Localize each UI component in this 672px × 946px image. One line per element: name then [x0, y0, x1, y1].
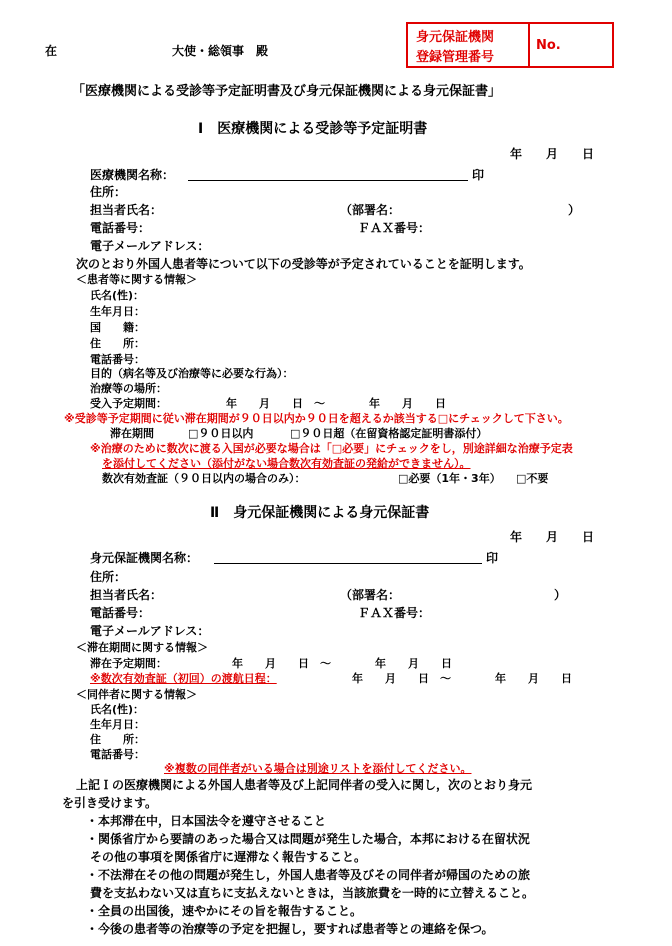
stay-period-planned-label: 滞在予定期間：	[90, 657, 167, 670]
guarantee-statement-1: 上記Ｉの医療機関による外国人患者等及び上記同伴者の受入に関し，次のとおり身元	[76, 778, 533, 792]
reg-number: No.	[536, 38, 561, 53]
patient-nationality: 国 籍：	[90, 321, 145, 334]
multiple-companions-note: ※複数の同伴者がいる場合は別途リストを添付してください。	[164, 762, 472, 775]
companion-heading: ＜同伴者に関する情報＞	[76, 688, 197, 701]
guarantor-phone: 電話番号：	[90, 606, 151, 620]
dept-label: （部署名：	[340, 203, 401, 217]
certification-statement: 次のとおり外国人患者等について以下の受診等が予定されていることを証明します。	[76, 257, 531, 271]
guarantee-item: ・本邦滞在中，日本国法令を遵守させること	[86, 814, 327, 828]
stay-period-planned-dates: 年 月 日 ～ 年 月 日	[232, 657, 452, 670]
companion-phone: 電話番号：	[90, 748, 145, 761]
travel-schedule-dates: 年 月 日 ～ 年 月 日	[352, 672, 572, 685]
guarantee-item: ・関係省庁から要請のあった場合又は問題が発生した場合，本邦における在留状況	[86, 832, 530, 846]
guarantee-statement-2: を引き受けます。	[62, 796, 158, 810]
header-ambassador: 大使・総領事 殿	[172, 44, 269, 58]
treatment-place: 治療等の場所：	[90, 382, 167, 395]
guarantee-item: ・今後の患者等の治療等の予定を把握し，要すれば患者等との連絡を保つ。	[86, 922, 494, 936]
guarantor-seal: 印	[486, 551, 499, 565]
address-label: 住所：	[90, 185, 127, 199]
section2-title: Ⅱ 身元保証機関による身元保証書	[210, 505, 430, 521]
reg-label-2: 登録管理番号	[416, 50, 495, 65]
medical-institution-line[interactable]	[188, 180, 468, 181]
treatment-purpose: 目的（病名等及び治療等に必要な行為）：	[90, 367, 294, 380]
medical-institution-label: 医療機関名称：	[90, 168, 175, 182]
phone-label: 電話番号：	[90, 221, 151, 235]
multi-visa-label: 数次有効査証（９０日以内の場合のみ）：	[102, 472, 306, 485]
guarantor-address: 住所：	[90, 570, 127, 584]
guarantor-person: 担当者氏名：	[90, 588, 163, 602]
patient-info-heading: ＜患者等に関する情報＞	[76, 273, 197, 286]
guarantee-item: ・不法滞在その他の問題が発生し，外国人患者等及びその同伴者が帰国のための旅	[86, 868, 531, 882]
multi-visa-need-checkbox[interactable]: □必要（1年・3年）	[398, 472, 501, 485]
section1-title: Ⅰ 医療機関による受診等予定証明書	[198, 121, 428, 137]
guarantee-item: ・全員の出国後，速やかにその旨を報告すること。	[86, 904, 363, 918]
registration-box	[406, 22, 614, 68]
guarantor-name-label: 身元保証機関名称：	[90, 551, 199, 565]
stay-info-heading: ＜滞在期間に関する情報＞	[76, 641, 208, 654]
companion-dob: 生年月日：	[90, 718, 145, 731]
email-label: 電子メールアドレス：	[90, 239, 210, 253]
patient-phone: 電話番号：	[90, 353, 145, 366]
multi-entry-note-2: を添付してください（添付がない場合数次有効査証の発給ができません）。	[102, 457, 471, 470]
person-label: 担当者氏名：	[90, 203, 163, 217]
seal-mark: 印	[472, 168, 485, 182]
dept-close: ）	[568, 203, 581, 217]
guarantor-name-line[interactable]	[214, 563, 482, 564]
guarantee-item: その他の事項を関係省庁に遅滞なく報告すること。	[90, 850, 367, 864]
multi-entry-note-1: ※治療のために数次に渡る入国が必要な場合は「□必要」にチェックをし，別途詳細な治療予定表	[90, 442, 573, 455]
document-title: 「医療機関による受診等予定証明書及び身元保証機関による身元保証書」	[72, 84, 502, 99]
reg-label-1: 身元保証機関	[416, 30, 495, 45]
patient-residence: 住 所：	[90, 337, 145, 350]
travel-schedule-label: ※数次有効査証（初回）の渡航日程：	[90, 672, 277, 685]
companion-surname: 氏名(性)：	[90, 703, 145, 716]
section2-date: 年 月 日	[510, 530, 595, 544]
header-zai: 在	[45, 44, 58, 58]
stay-period-label: 滞在期間	[110, 427, 154, 440]
multi-visa-no-need-checkbox[interactable]: □不要	[516, 472, 549, 485]
period-dates: 年 月 日 ～ 年 月 日	[226, 397, 446, 410]
patient-dob: 生年月日：	[90, 305, 145, 318]
guarantee-item: 費を支払わない又は直ちに支払えないときは，当該旅費を一時的に立替えること。	[90, 886, 535, 900]
stay-over-90-checkbox[interactable]: □９０日超（在留資格認定証明書添付）	[290, 427, 488, 440]
stay-check-note: ※受診等予定期間に従い滞在期間が９０日以内か９０日を超えるか該当する□にチェックして下さい。	[64, 412, 569, 425]
period-label: 受入予定期間：	[90, 397, 167, 410]
guarantor-dept-close: ）	[554, 588, 567, 602]
guarantor-dept: （部署名：	[340, 588, 401, 602]
fax-label: ＦＡＸ番号：	[358, 221, 431, 235]
companion-residence: 住 所：	[90, 733, 145, 746]
stay-within-90-checkbox[interactable]: □９０日以内	[188, 427, 254, 440]
patient-surname: 氏名(性)：	[90, 289, 145, 302]
guarantor-fax: ＦＡＸ番号：	[358, 606, 431, 620]
guarantor-email: 電子メールアドレス：	[90, 624, 210, 638]
section1-date: 年 月 日	[510, 147, 595, 161]
